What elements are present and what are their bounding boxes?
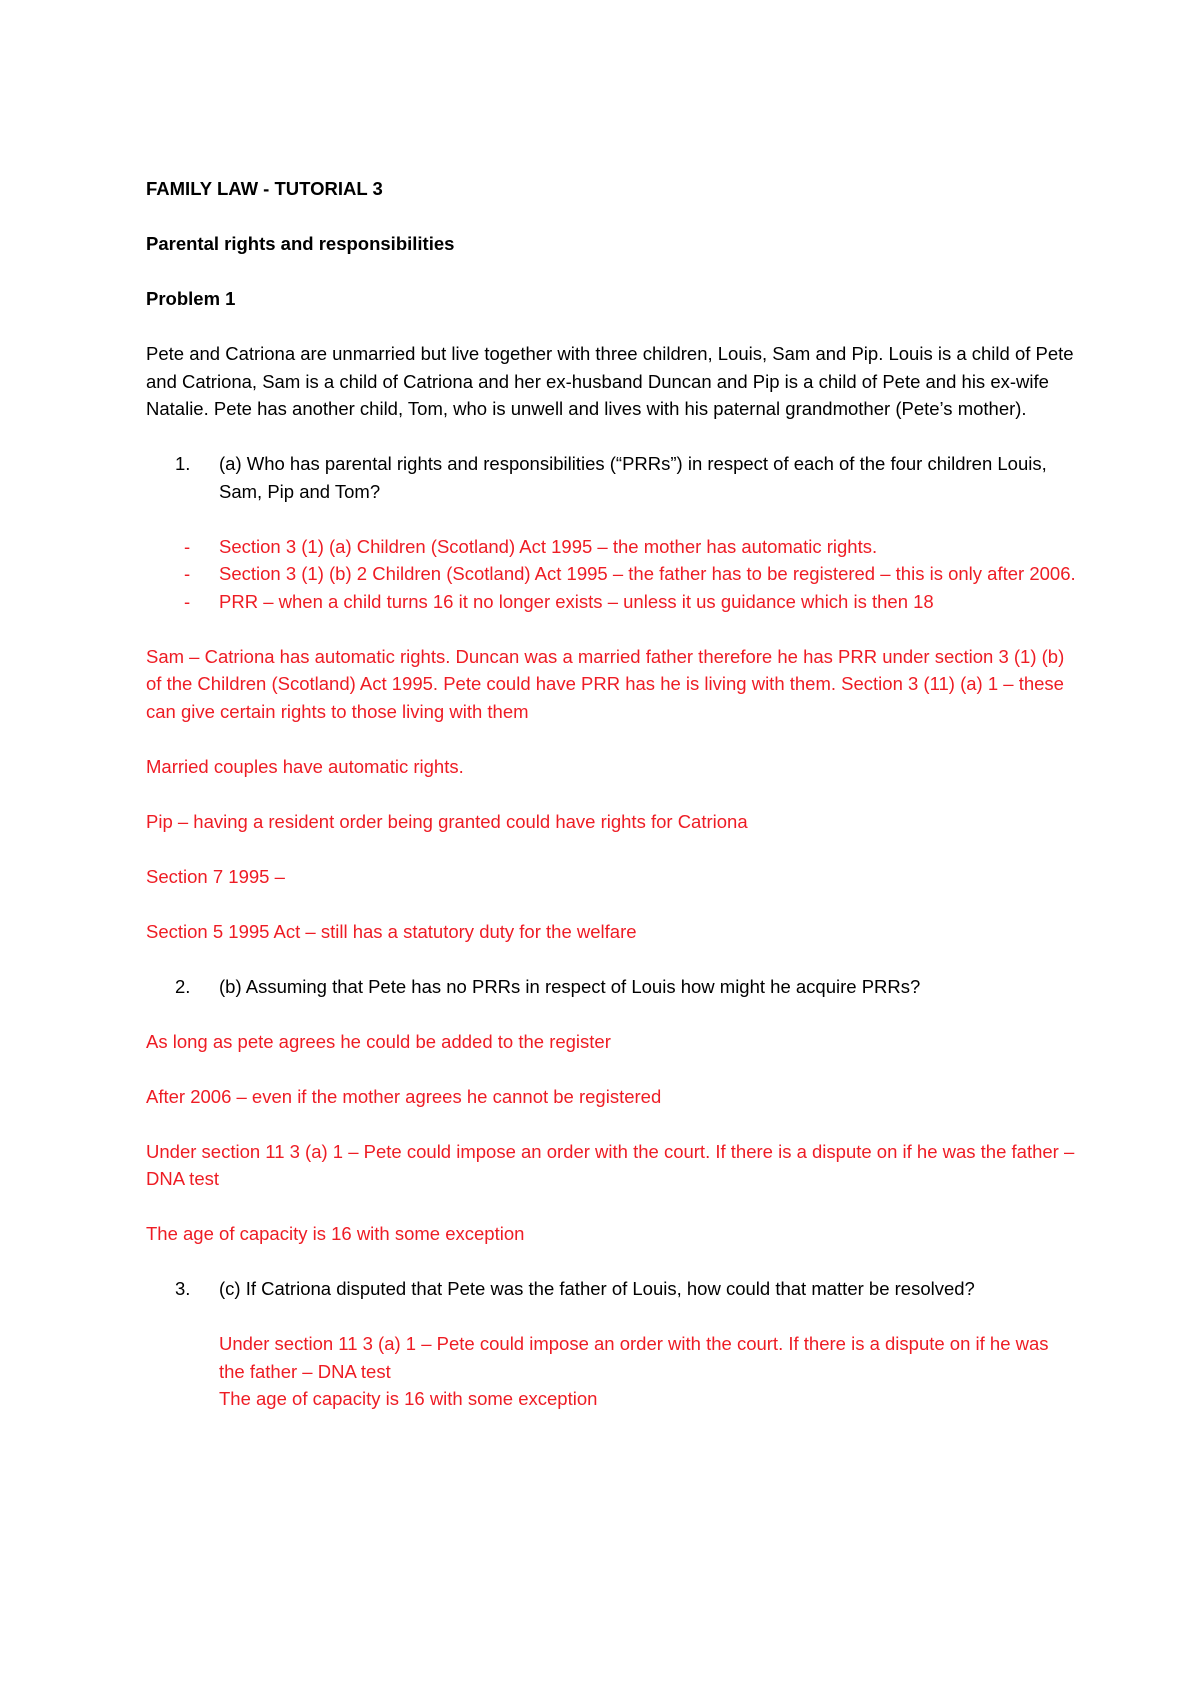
answer-1-bullets	[146, 533, 1076, 616]
dash-marker: -	[184, 590, 191, 612]
question-2	[146, 973, 1076, 1001]
list-item	[146, 533, 1076, 561]
answer-note: After 2006 – even if the mother agrees he cannot be registered	[146, 1085, 662, 1107]
answer-line: The age of capacity is 16 with some exception	[219, 1388, 598, 1409]
problem-heading: Problem 1	[146, 288, 236, 309]
bullet-text: PRR – when a child turns 16 it no longer exists – unless it us guidance which is then 18	[219, 590, 934, 612]
document-body	[146, 175, 1076, 1413]
answer-note: Married couples have automatic rights.	[146, 755, 464, 777]
question-number: 2.	[175, 975, 191, 997]
list-item	[146, 588, 1076, 616]
answer-note: Section 5 1995 Act – still has a statutory duty for the welfare	[146, 920, 637, 942]
list-item	[146, 560, 1076, 588]
scenario-paragraph: Pete and Catriona are unmarried but live together with three children, Louis, Sam and Pip. Louis is a child of Pete and Catriona, Sam is a child of Catriona and her ex-husband Duncan and Pip is a child of Pete and his ex-wife Natalie. Pete has another child, Tom, who is unwell and lives with his paternal grandmother (Pete’s mother).	[146, 343, 1074, 419]
answer-note: Under section 11 3 (a) 1 – Pete could impose an order with the court. If there is a dispute on if he was the father – DNA test	[146, 1140, 1075, 1189]
question-text: (b) Assuming that Pete has no PRRs in respect of Louis how might he acquire PRRs?	[219, 975, 921, 997]
answer-note: As long as pete agrees he could be added to the register	[146, 1030, 611, 1052]
dash-marker: -	[184, 563, 191, 584]
answer-note: Sam – Catriona has automatic rights. Duncan was a married father therefore he has PRR under section 3 (1) (b) of the Children (Scotland) Act 1995. Pete could have PRR has he is living with them. Section 3 (11) (a) 1 – these can give certain rights to those living with them	[146, 645, 1065, 722]
question-number: 3.	[175, 1278, 191, 1299]
question-text: (a) Who has parental rights and responsibilities (“PRRs”) in respect of each of the four children Louis, Sam, Pip and Tom?	[219, 453, 1047, 502]
section-heading: Parental rights and responsibilities	[146, 233, 455, 254]
bullet-text: Section 3 (1) (a) Children (Scotland) Act 1995 – the mother has automatic rights.	[219, 535, 878, 557]
answer-note: Pip – having a resident order being granted could have rights for Catriona	[146, 810, 748, 832]
dash-marker: -	[184, 535, 191, 557]
question-number: 1.	[175, 453, 191, 474]
answer-note: The age of capacity is 16 with some exception	[146, 1223, 525, 1244]
answer-line: Under section 11 3 (a) 1 – Pete could impose an order with the court. If there is a dispute on if he was the father – DNA test	[219, 1333, 1049, 1382]
answer-note: Section 7 1995 –	[146, 865, 285, 887]
bullet-text: Section 3 (1) (b) 2 Children (Scotland) Act 1995 – the father has to be registered – this is only after 2006.	[219, 563, 1076, 584]
question-text: (c) If Catriona disputed that Pete was the father of Louis, how could that matter be resolved?	[219, 1278, 975, 1299]
question-3	[146, 1275, 1076, 1303]
page-title: FAMILY LAW - TUTORIAL 3	[146, 178, 383, 199]
question-1	[146, 450, 1076, 505]
answer-3-block	[146, 1330, 1076, 1413]
